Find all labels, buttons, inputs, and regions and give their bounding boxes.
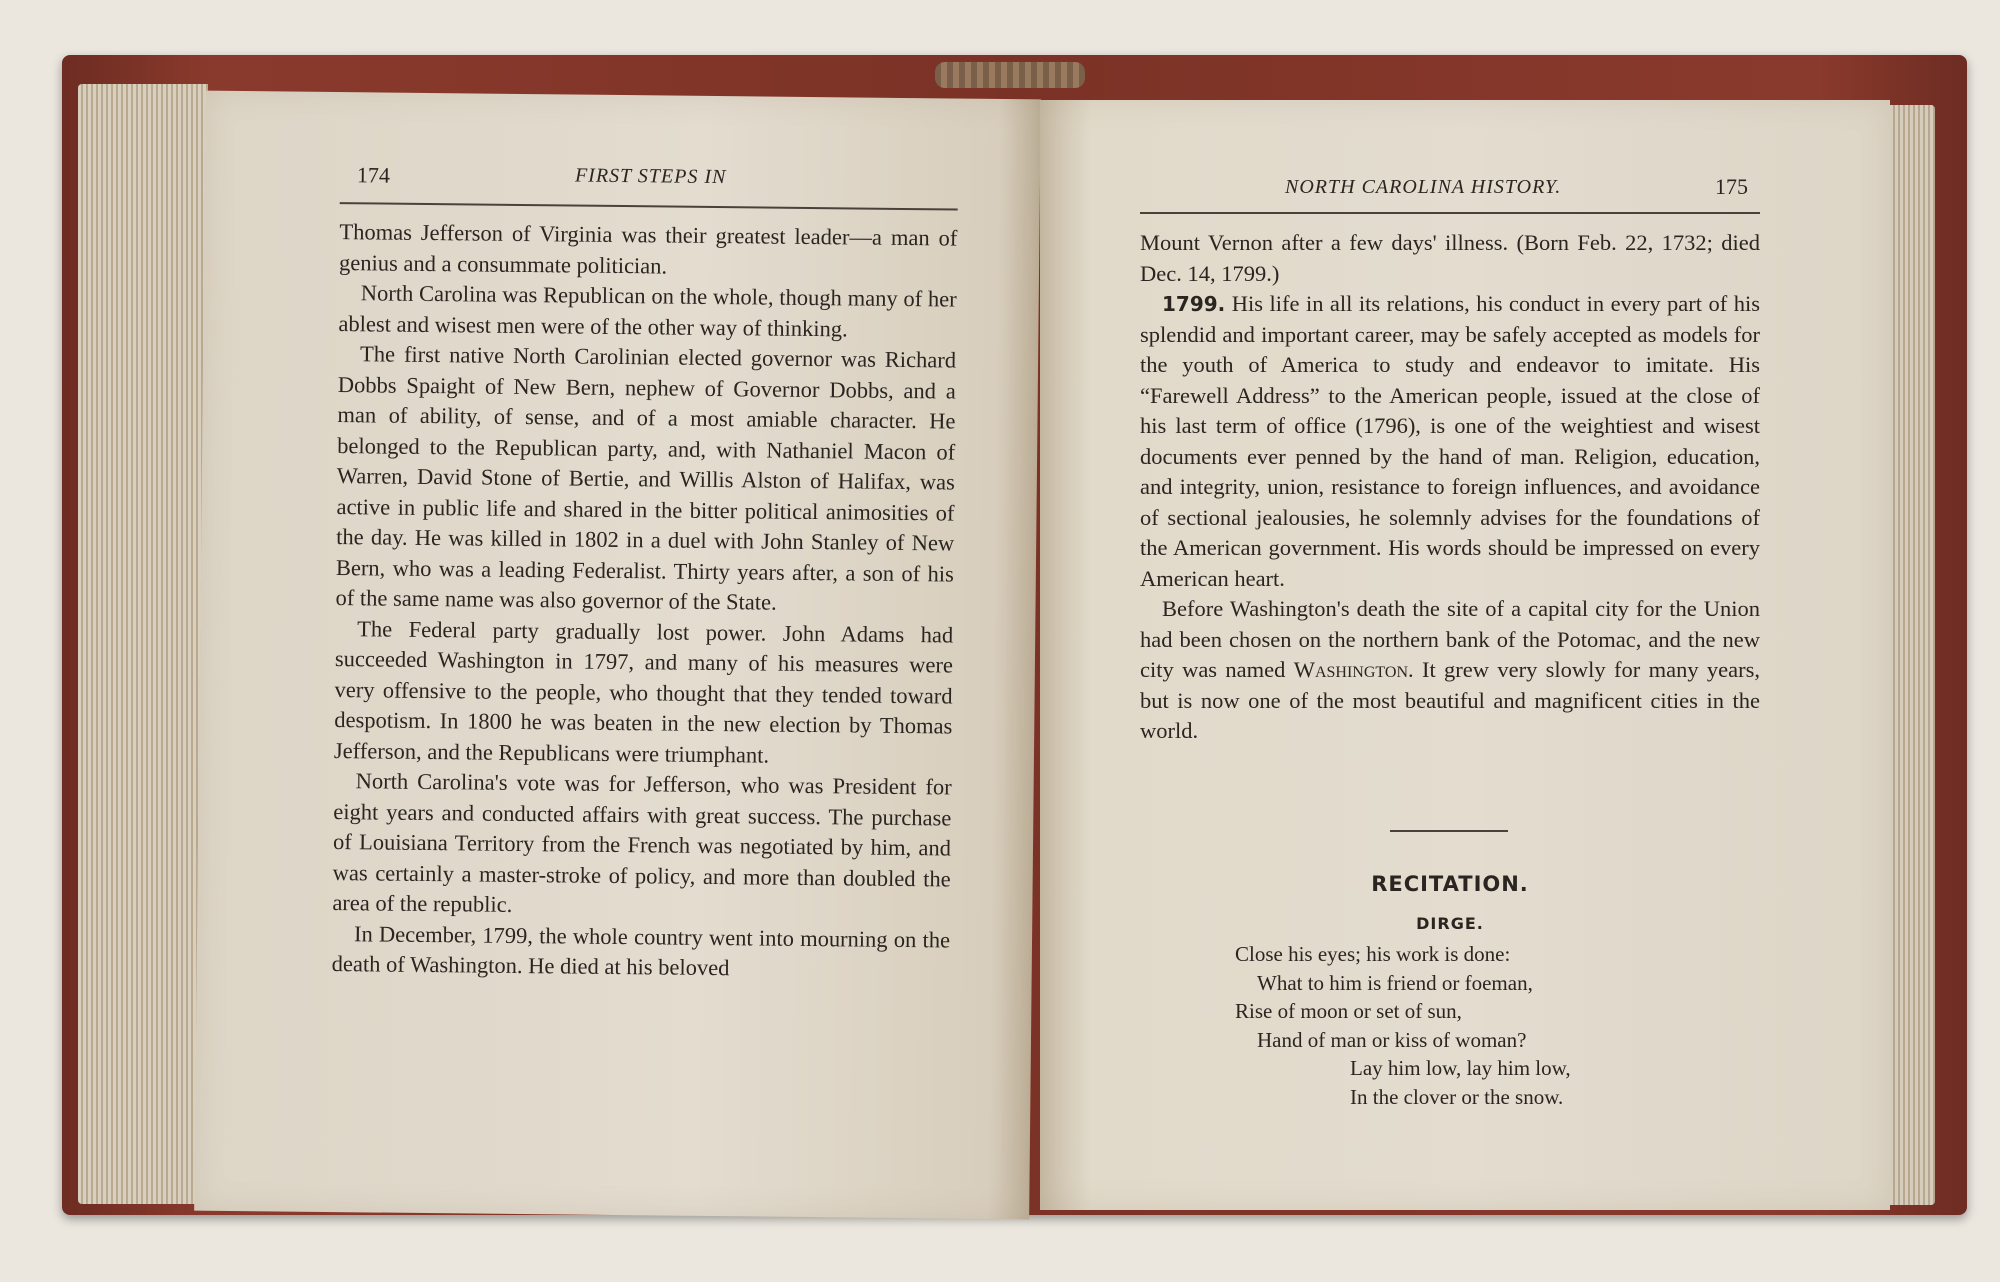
paragraph: North Carolina's vote was for Jefferson, who was President for eight years and conducted affairs with great success. The purchase of Louisiana Territory from the French was negotiated by him, and was certainly a master-stroke of policy, and more than doubled the area of the republic. xyxy=(332,768,952,917)
poem-line: Hand of man or kiss of woman? xyxy=(1257,1027,1527,1052)
left-page-number: 174 xyxy=(356,162,391,188)
poem xyxy=(1235,940,1571,1111)
paragraph: North Carolina was Republican on the whole, though many of her ablest and wisest men were of the other way of thinking. xyxy=(338,280,957,341)
spine-binding xyxy=(935,62,1085,88)
left-running-head: FIRST STEPS IN xyxy=(574,164,727,189)
paragraph: The first native North Carolinian elected governor was Richard Dobbs Spaight of New Bern, nephew of Governor Dobbs, and a man of ability, of sense, and of a most amiable character. He belonged to the Republican party, and, with Nathaniel Macon of Warren, David Stone of Bertie, and Willis Alston of Halifax, was active in public life and shared in the bitter political animosities of the day. He was killed in 1802 in a duel with John Stanley of New Bern, who was a leading Federalist. Thirty years after, a son of his of the same name was also governor of the State. xyxy=(335,341,957,615)
left-page-edges xyxy=(78,84,208,1204)
right-running-head: NORTH CAROLINA HISTORY. xyxy=(1285,176,1562,198)
paragraph-text: Before Washington's death the site of a capital city for the Union had been chosen on the northern bank of the Potomac, and the new city was named xyxy=(1140,596,1760,682)
poem-line: In the clover or the snow. xyxy=(1350,1084,1564,1109)
paragraph: The Federal party gradually lost power. John Adams had succeeded Washington in 1797, and many of his measures were very offensive to the people, who thought that they tended toward despotism. In 1800 he was beaten in the new election by Thomas Jefferson, and the Republicans were triumphant. xyxy=(333,615,954,768)
poem-title: DIRGE. xyxy=(1416,914,1484,933)
poem-line: What to him is friend or foeman, xyxy=(1257,970,1533,995)
right-page xyxy=(1040,100,1890,1210)
recitation-heading: RECITATION. xyxy=(1371,872,1529,896)
poem-line: Lay him low, lay him low, xyxy=(1350,1056,1571,1080)
left-header-rule xyxy=(340,202,958,210)
paragraph: In December, 1799, the whole country went into mourning on the death of Washington. He died at his beloved xyxy=(331,920,951,981)
year-label: 1799. xyxy=(1162,292,1226,316)
poem-line: Rise of moon or set of sun, xyxy=(1235,999,1462,1023)
paragraph: Thomas Jefferson of Virginia was their greatest leader—a man of genius and a consummate politician. xyxy=(338,219,958,278)
left-page xyxy=(194,91,1041,1220)
city-name: Washington. xyxy=(1293,657,1414,682)
left-body-text xyxy=(332,217,958,986)
poem-line: Close his eyes; his work is done: xyxy=(1235,942,1511,966)
right-body-text xyxy=(1140,228,1760,747)
paragraph xyxy=(1140,289,1760,594)
paragraph xyxy=(1140,594,1760,747)
paragraph-text: His life in all its relations, his conduct in every part of his splendid and important career, may be safely accepted as models for the youth of America to study and endeavor to imitate. His “Farewell Address” to the American people, issued at the close of his last term of office (1796), is one of the weightiest and wisest documents ever penned by the hand of man. Religion, education, and integrity, union, resistance to foreign influences, and avoidance of sectional jealousies, he solemnly advises for the foundations of the American government. His words should be impressed on every American heart. xyxy=(1140,291,1760,591)
right-header-rule xyxy=(1140,212,1760,214)
right-page-number: 175 xyxy=(1715,174,1748,199)
section-divider xyxy=(1390,830,1508,832)
paragraph: Mount Vernon after a few days' illness. (Born Feb. 22, 1732; died Dec. 14, 1799.) xyxy=(1140,230,1760,286)
paragraph-text: It grew very slowly for many years, but is now one of the most beautiful and magnificent cities in the world. xyxy=(1140,657,1761,743)
